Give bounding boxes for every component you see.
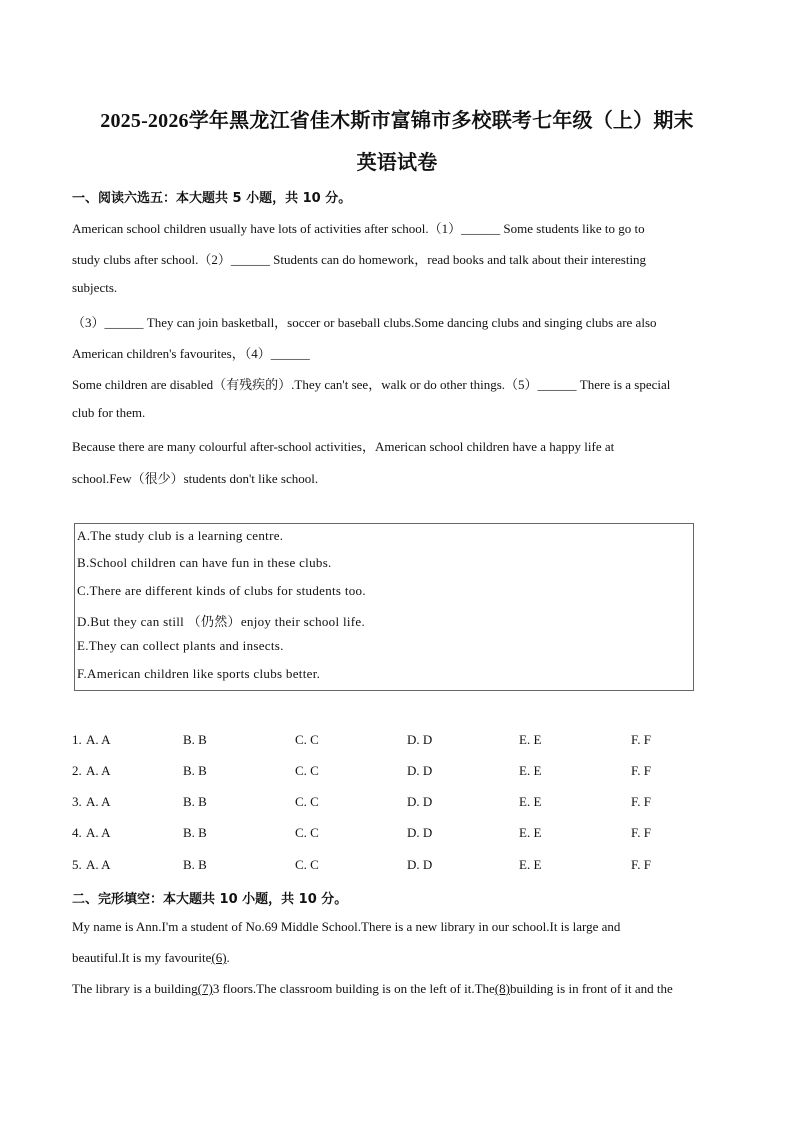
choice-d[interactable]: D. D xyxy=(407,825,433,840)
choice-a[interactable]: A. A xyxy=(86,857,111,872)
choice-e[interactable]: E. E xyxy=(519,825,542,840)
question-row xyxy=(72,825,732,843)
choice-b[interactable]: B. B xyxy=(183,857,207,872)
passage-line: （3）______ They can join basketball，soccer or baseball clubs.Some dancing clubs and singing clubs are also xyxy=(72,315,657,330)
blank-6[interactable]: (6) xyxy=(211,950,227,965)
cloze-line: My name is Ann.I'm a student of No.69 Middle School.There is a new library in our school.It is large and xyxy=(72,919,621,934)
choice-d[interactable]: D. D xyxy=(407,763,433,778)
choice-f[interactable]: F. F xyxy=(631,857,651,872)
option-a: A.The study club is a learning centre. xyxy=(77,528,284,543)
choice-e[interactable]: E. E xyxy=(519,732,542,747)
question-row xyxy=(72,732,732,750)
choice-c[interactable]: C. C xyxy=(295,732,319,747)
cloze-text: 3 floors.The classroom building is on the left of it.The xyxy=(212,981,495,996)
choice-d[interactable]: D. D xyxy=(407,857,433,872)
passage-line: American school children usually have lots of activities after school.（1）______ Some students like to go to xyxy=(72,221,645,236)
options-box xyxy=(74,523,694,691)
choice-b[interactable]: B. B xyxy=(183,763,207,778)
passage-line: school.Few（很少）students don't like school. xyxy=(72,471,319,486)
passage-line: study clubs after school.（2）______ Students can do homework，read books and talk about their interesting xyxy=(72,252,647,267)
question-row xyxy=(72,763,732,781)
choice-c[interactable]: C. C xyxy=(295,763,319,778)
passage-line: Some children are disabled（有残疾的）.They can't see，walk or do other things.（5）______ There is a special xyxy=(72,377,671,392)
option-d: D.But they can still （仍然）enjoy their school life. xyxy=(77,614,366,629)
question-number: 5. xyxy=(72,857,82,872)
choice-a[interactable]: A. A xyxy=(86,794,111,809)
question-row xyxy=(72,857,732,875)
choice-c[interactable]: C. C xyxy=(295,794,319,809)
exam-title: 2025-2026学年黑龙江省佳木斯市富锦市多校联考七年级（上）期末 xyxy=(100,110,694,132)
choice-b[interactable]: B. B xyxy=(183,794,207,809)
passage-line: American children's favourites，（4）______ xyxy=(72,346,310,361)
choice-f[interactable]: F. F xyxy=(631,732,651,747)
choice-d[interactable]: D. D xyxy=(407,732,433,747)
choice-f[interactable]: F. F xyxy=(631,794,651,809)
question-row xyxy=(72,794,732,812)
blank-7[interactable]: (7) xyxy=(197,981,213,996)
question-number: 3. xyxy=(72,794,82,809)
choice-a[interactable]: A. A xyxy=(86,825,111,840)
choice-b[interactable]: B. B xyxy=(183,732,207,747)
cloze-text: The library is a building xyxy=(72,981,198,996)
option-c: C.There are different kinds of clubs for students too. xyxy=(77,583,366,598)
exam-subtitle: 英语试卷 xyxy=(356,152,438,174)
passage-line: Because there are many colourful after-school activities，American school children have a happy life at xyxy=(72,439,615,454)
cloze-text: . xyxy=(226,950,230,965)
passage-line: subjects. xyxy=(72,280,118,295)
question-number: 2. xyxy=(72,763,82,778)
cloze-text: beautiful.It is my favourite xyxy=(72,950,212,965)
cloze-text: building is in front of it and the xyxy=(509,981,673,996)
choice-f[interactable]: F. F xyxy=(631,763,651,778)
option-e: E.They can collect plants and insects. xyxy=(77,638,284,653)
section2-heading: 二、完形填空：本大题共 10 小题，共 10 分。 xyxy=(72,892,348,907)
choice-e[interactable]: E. E xyxy=(519,857,542,872)
section1-heading: 一、阅读六选五：本大题共 5 小题，共 10 分。 xyxy=(72,191,352,206)
choice-e[interactable]: E. E xyxy=(519,763,542,778)
choice-a[interactable]: A. A xyxy=(86,763,111,778)
choice-c[interactable]: C. C xyxy=(295,825,319,840)
question-number: 1. xyxy=(72,732,82,747)
cloze-line xyxy=(72,981,732,997)
choice-f[interactable]: F. F xyxy=(631,825,651,840)
blank-8[interactable]: (8) xyxy=(494,981,510,996)
choice-e[interactable]: E. E xyxy=(519,794,542,809)
option-f: F.American children like sports clubs better. xyxy=(77,666,321,681)
choice-d[interactable]: D. D xyxy=(407,794,433,809)
choice-a[interactable]: A. A xyxy=(86,732,111,747)
choice-b[interactable]: B. B xyxy=(183,825,207,840)
choice-c[interactable]: C. C xyxy=(295,857,319,872)
passage-line: club for them. xyxy=(72,405,146,420)
option-b: B.School children can have fun in these clubs. xyxy=(77,555,332,570)
question-number: 4. xyxy=(72,825,82,840)
cloze-line xyxy=(72,950,732,966)
